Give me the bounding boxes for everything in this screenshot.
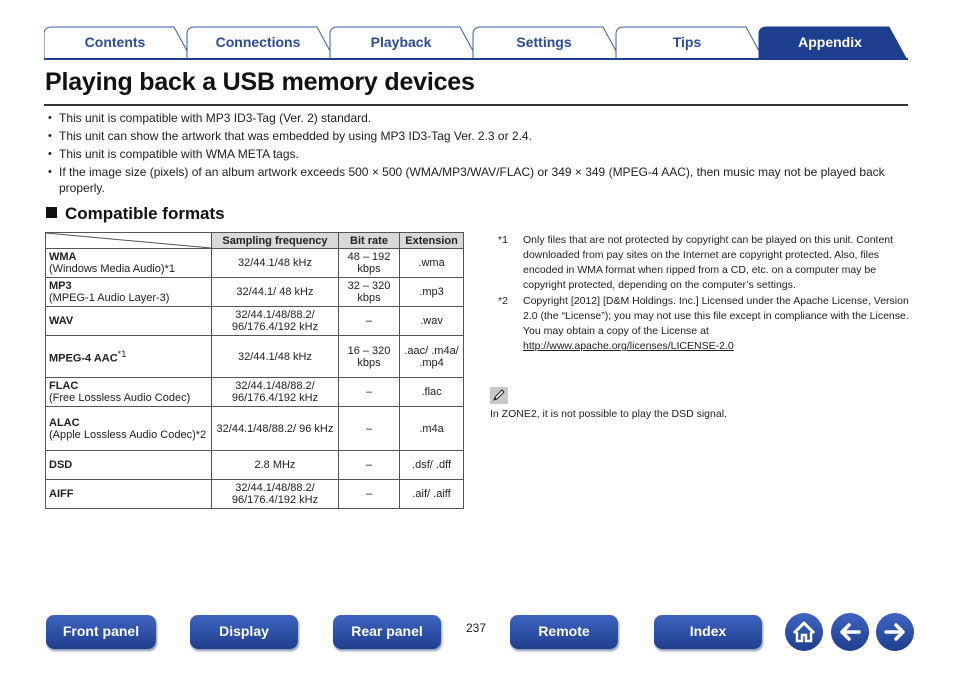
table-row — [46, 336, 464, 378]
arrow-right-icon — [876, 613, 914, 651]
header-bit-rate: Bit rate — [338, 233, 399, 249]
format-cell — [46, 307, 212, 336]
format-description-mark: *2 — [195, 428, 207, 441]
forward-button[interactable] — [876, 613, 914, 651]
format-name: DSD — [49, 459, 73, 471]
extension-cell: .mp3 — [400, 278, 464, 307]
sampling-frequency-cell: 32/44.1/48/88.2/ 96 kHz — [212, 407, 339, 451]
table-row — [46, 378, 464, 407]
info-bullet-list — [46, 110, 906, 198]
home-button[interactable] — [785, 613, 823, 651]
extension-cell: .dsf/ .dff — [400, 451, 464, 480]
header-extension: Extension — [400, 233, 464, 249]
section-heading — [46, 204, 225, 224]
format-cell — [46, 278, 212, 307]
format-name: FLAC — [49, 380, 79, 392]
format-name: WAV — [49, 315, 74, 327]
bullet-item: • If the image size (pixels) of an album artwork exceeds 500 × 500 (WMA/MP3/WAV/FLAC) or 349 × 349 (MPEG-4 AAC), then music may not be played back properly. — [46, 164, 906, 196]
table-row — [46, 249, 464, 278]
extension-cell: .aac/ .m4a/ .mp4 — [400, 336, 464, 378]
format-cell — [46, 480, 212, 509]
format-cell — [46, 451, 212, 480]
sampling-frequency-cell: 32/44.1/48/88.2/ 96/176.4/192 kHz — [212, 378, 339, 407]
bit-rate-cell: 48 – 192 kbps — [338, 249, 399, 278]
footnote-marker: *2 — [498, 295, 508, 307]
sampling-frequency-cell: 32/44.1/48/88.2/ 96/176.4/192 kHz — [212, 480, 339, 509]
format-description: (MPEG-1 Audio Layer-3) — [49, 292, 170, 304]
format-cell — [46, 336, 212, 378]
format-cell — [46, 407, 212, 451]
sampling-frequency-cell: 32/44.1/ 48 kHz — [212, 278, 339, 307]
extension-cell: .wma — [400, 249, 464, 278]
table-row — [46, 407, 464, 451]
format-name: AIFF — [49, 488, 74, 500]
bit-rate-cell: – — [338, 451, 399, 480]
format-name: MPEG-4 AAC — [49, 352, 118, 365]
footnote-1 — [498, 233, 910, 293]
format-cell — [46, 378, 212, 407]
table-row — [46, 480, 464, 509]
table-header-row — [46, 233, 464, 249]
bit-rate-cell: 32 – 320 kbps — [338, 278, 399, 307]
tab-connections[interactable]: Connections — [215, 34, 301, 50]
top-tab-bar — [44, 26, 908, 60]
footnote-text: Copyright [2012] [D&M Holdings. Inc.] Licensed under the Apache License, Version 2.0 (the “License”); you may not use this file except in compliance with the License. You may obtain a copy of the License at — [523, 295, 909, 337]
display-button[interactable]: Display — [190, 615, 298, 649]
remote-button[interactable]: Remote — [510, 615, 618, 649]
format-cell — [46, 249, 212, 278]
bit-rate-cell: – — [338, 307, 399, 336]
page-number: 237 — [466, 621, 487, 635]
tab-appendix[interactable]: Appendix — [798, 34, 862, 50]
bullet-item: • This unit is compatible with WMA META tags. — [46, 146, 906, 162]
section-heading-text: Compatible formats — [65, 204, 225, 223]
pencil-note-icon — [490, 387, 508, 404]
bullet-item: • This unit is compatible with MP3 ID3-Tag (Ver. 2) standard. — [46, 110, 906, 126]
zone2-note: In ZONE2, it is not possible to play the DSD signal. — [490, 408, 727, 420]
sampling-frequency-cell: 2.8 MHz — [212, 451, 339, 480]
footnotes — [498, 233, 910, 355]
extension-cell: .flac — [400, 378, 464, 407]
diagonal-header-cell — [46, 233, 212, 249]
extension-cell: .wav — [400, 307, 464, 336]
format-description: (Free Lossless Audio Codec) — [49, 392, 191, 404]
home-icon — [785, 613, 823, 651]
tab-tips[interactable]: Tips — [672, 34, 702, 50]
apache-license-link[interactable]: http://www.apache.org/licenses/LICENSE-2.0 — [523, 340, 734, 352]
format-name: MP3 — [49, 280, 72, 292]
sampling-frequency-cell: 32/44.1/48 kHz — [212, 249, 339, 278]
tab-settings[interactable]: Settings — [516, 34, 572, 50]
front-panel-button[interactable]: Front panel — [46, 615, 156, 649]
square-bullet-icon — [46, 207, 57, 218]
title-divider — [44, 104, 908, 106]
format-description: (Windows Media Audio) — [49, 263, 165, 275]
rear-panel-button[interactable]: Rear panel — [333, 615, 441, 649]
format-name: WMA — [49, 251, 77, 263]
format-description: (Apple Lossless Audio Codec) — [49, 428, 196, 441]
tab-contents[interactable]: Contents — [84, 34, 146, 50]
arrow-left-icon — [831, 613, 869, 651]
extension-cell: .aif/ .aiff — [400, 480, 464, 509]
index-button[interactable]: Index — [654, 615, 762, 649]
bit-rate-cell: – — [338, 407, 399, 451]
format-name: ALAC — [49, 416, 80, 429]
back-button[interactable] — [831, 613, 869, 651]
sampling-frequency-cell: 32/44.1/48 kHz — [212, 336, 339, 378]
compatible-formats-table — [45, 232, 464, 509]
extension-cell: .m4a — [400, 407, 464, 451]
header-sampling-frequency: Sampling frequency — [212, 233, 339, 249]
sampling-frequency-cell: 32/44.1/48/88.2/ 96/176.4/192 kHz — [212, 307, 339, 336]
format-name-mark: *1 — [117, 349, 127, 360]
diagonal-line — [46, 233, 211, 248]
footnote-text: Only files that are not protected by copyright can be played on this unit. Content downloaded from pay sites on the Internet are copyright protected. Also, files encoded in WMA format when ripped from a CD, etc. on a computer may be copyright protected, depending on the computer’s settings. — [523, 234, 894, 291]
tab-playback[interactable]: Playback — [370, 34, 432, 50]
bit-rate-cell: – — [338, 480, 399, 509]
footnote-2 — [498, 294, 910, 354]
table-row — [46, 307, 464, 336]
table-row — [46, 278, 464, 307]
page-title: Playing back a USB memory devices — [45, 68, 475, 96]
bullet-item: • This unit can show the artwork that was embedded by using MP3 ID3-Tag Ver. 2.3 or 2.4. — [46, 128, 906, 144]
bit-rate-cell: 16 – 320 kbps — [338, 336, 399, 378]
format-description-mark: *1 — [164, 263, 175, 275]
bit-rate-cell: – — [338, 378, 399, 407]
footnote-marker: *1 — [498, 234, 508, 246]
table-row — [46, 451, 464, 480]
